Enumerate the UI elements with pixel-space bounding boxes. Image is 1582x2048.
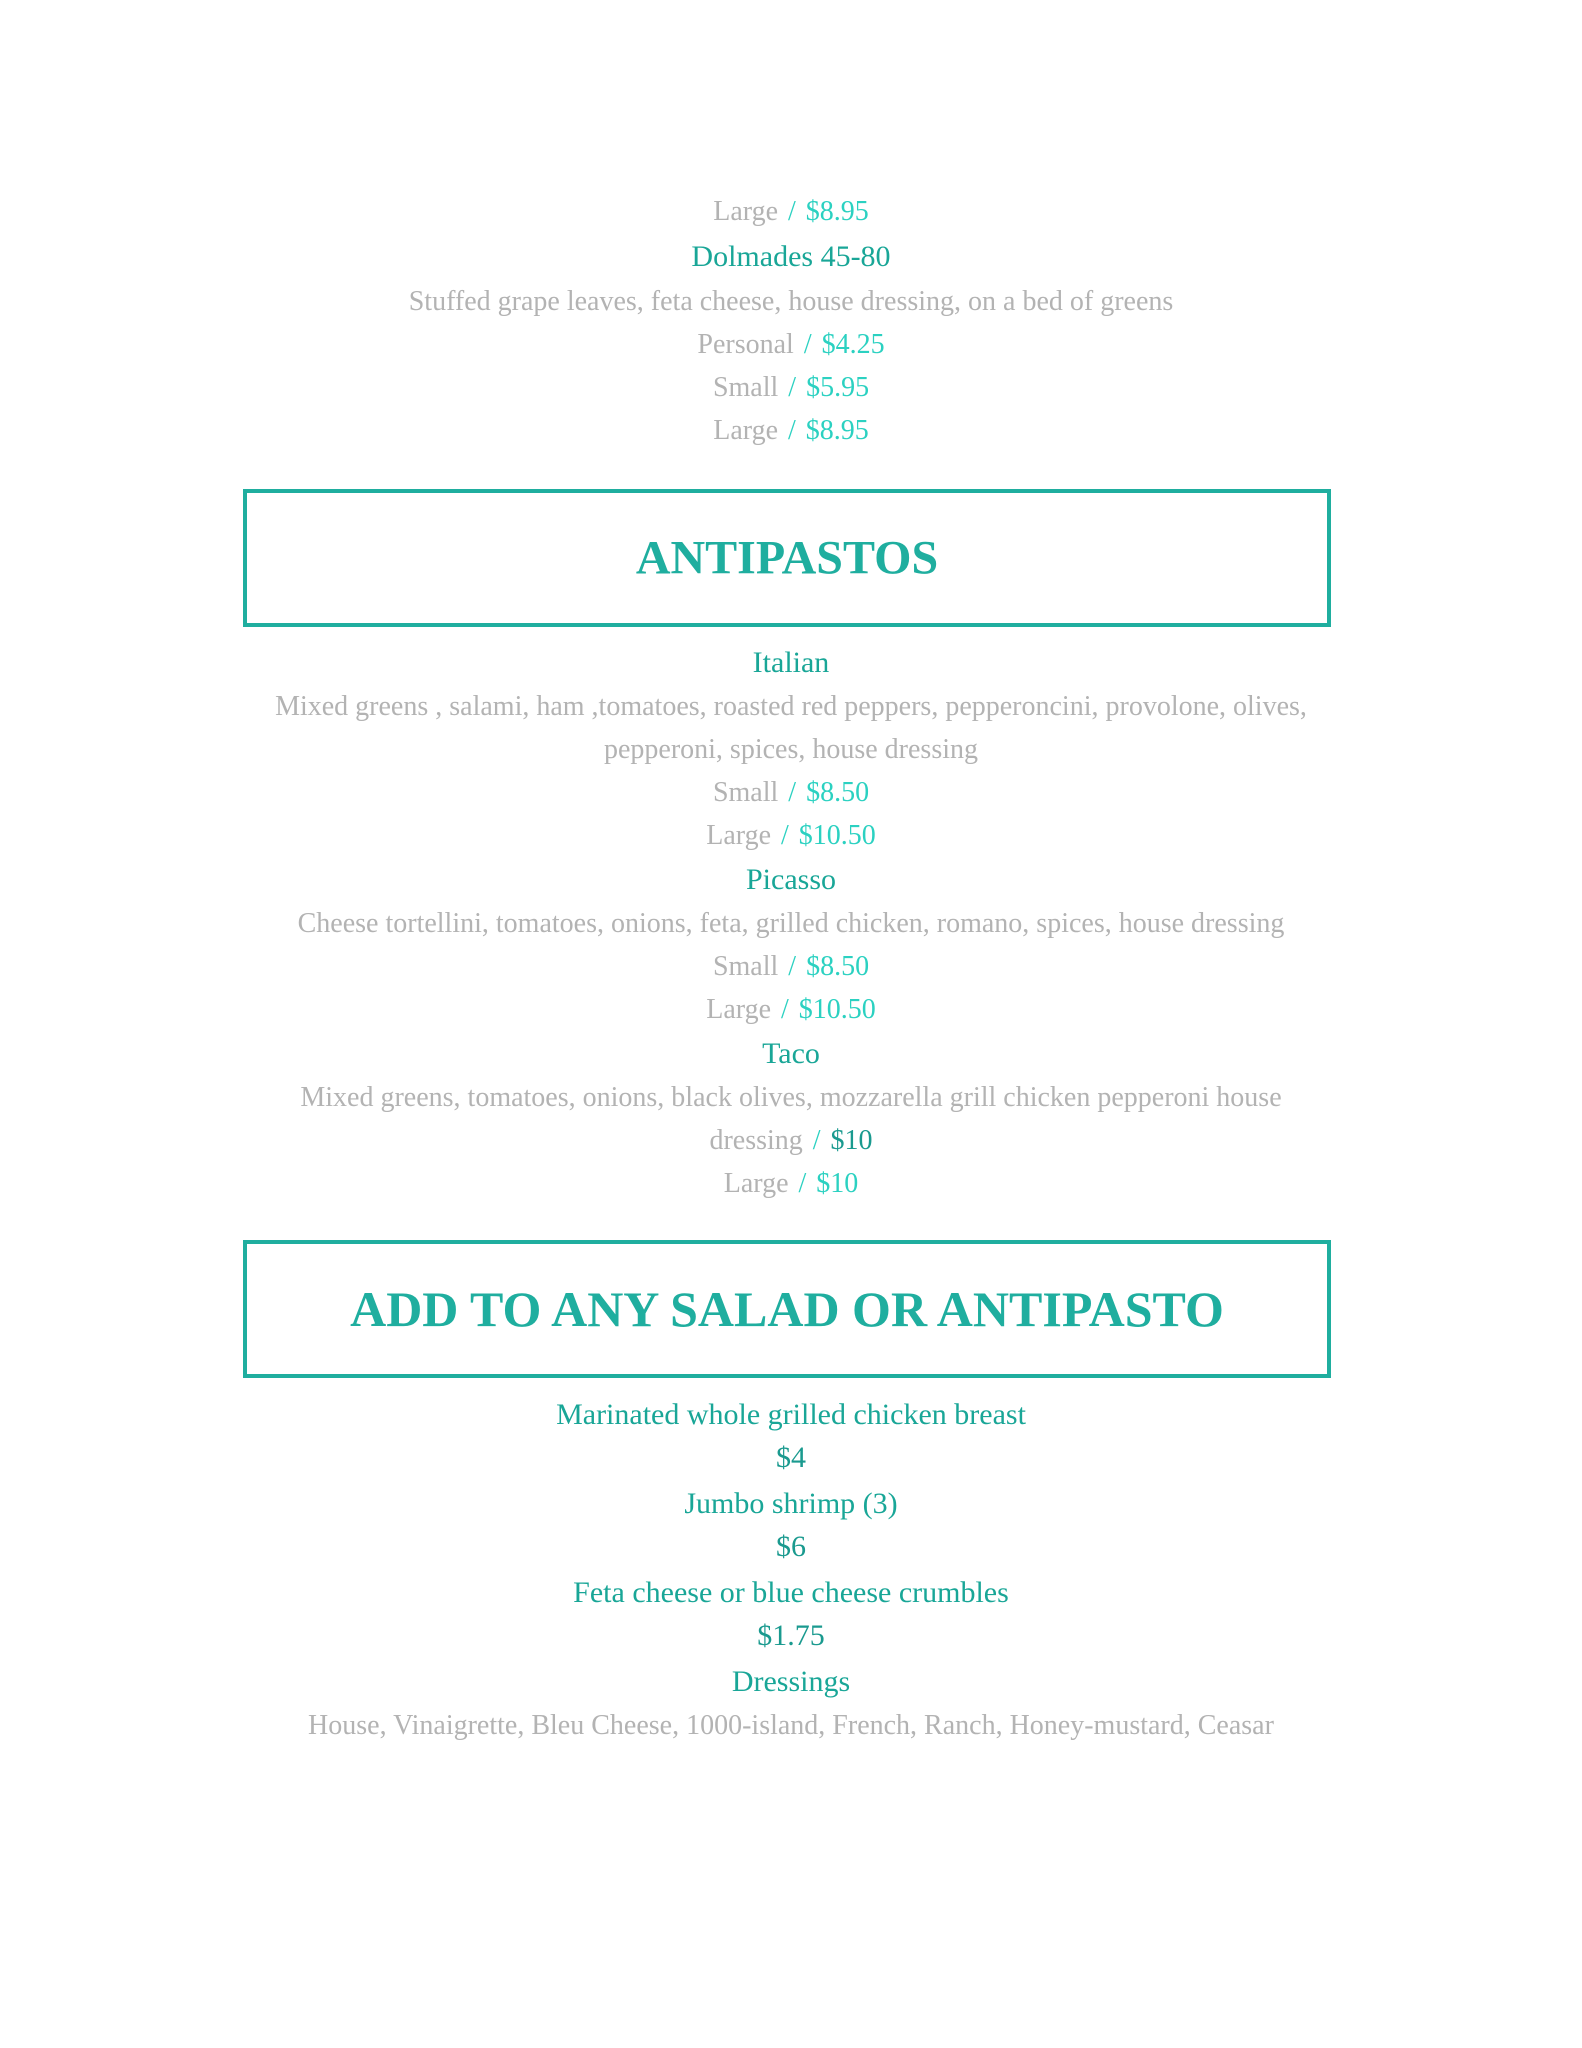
section-title: ANTIPASTOS	[635, 531, 939, 585]
item-name-dolmades: Dolmades 45-80	[691, 240, 891, 273]
price-line-small	[0, 775, 1582, 811]
size-label: Large	[713, 196, 778, 227]
price-line-personal	[0, 327, 1582, 363]
price-value-shrimp: $6	[776, 1530, 806, 1563]
price-value: $5.95	[806, 372, 870, 403]
description-text: dressing	[709, 1125, 803, 1156]
price-line-large	[0, 992, 1582, 1028]
item-description-italian: Mixed greens , salami, ham ,tomatoes, roasted red peppers, pepperoncini, provolone, olives,	[275, 691, 1307, 722]
item-description-picasso: Cheese tortellini, tomatoes, onions, feta, grilled chicken, romano, spices, house dressing	[297, 908, 1285, 939]
price-separator: /	[798, 1168, 807, 1199]
item-name-picasso: Picasso	[746, 863, 836, 896]
price-line-small	[0, 949, 1582, 985]
size-label: Small	[712, 951, 779, 982]
size-label: Large	[723, 1168, 789, 1199]
price-value: $8.95	[805, 196, 869, 227]
price-line-large	[0, 1166, 1582, 1202]
item-name-dressings: Dressings	[731, 1665, 851, 1698]
price-value: $8.50	[806, 777, 870, 808]
item-description-taco-cont	[0, 1123, 1582, 1159]
size-label: Large	[706, 994, 771, 1025]
price-separator: /	[781, 994, 789, 1025]
price-separator: /	[788, 777, 797, 808]
size-label: Large	[706, 820, 771, 851]
price-separator: /	[788, 951, 797, 982]
price-line-large	[0, 818, 1582, 854]
price-separator: /	[788, 415, 796, 446]
price-separator: /	[803, 329, 812, 360]
price-value-cheese: $1.75	[757, 1619, 825, 1652]
price-value: $10.50	[798, 994, 876, 1025]
size-label: Small	[712, 372, 779, 403]
item-name-shrimp: Jumbo shrimp (3)	[684, 1487, 898, 1520]
item-description-dolmades: Stuffed grape leaves, feta cheese, house dressing, on a bed of greens	[408, 286, 1174, 317]
price-separator: /	[788, 372, 797, 403]
item-description-dressings: House, Vinaigrette, Bleu Cheese, 1000-island, French, Ranch, Honey-mustard, Ceasar	[308, 1710, 1274, 1741]
price-value: $10	[816, 1168, 859, 1199]
item-name-cheese: Feta cheese or blue cheese crumbles	[573, 1576, 1009, 1609]
price-separator: /	[781, 820, 789, 851]
price-value: $10.50	[798, 820, 876, 851]
price-line-large	[0, 194, 1582, 230]
item-name-italian: Italian	[752, 646, 830, 679]
item-description-italian-cont: pepperoni, spices, house dressing	[603, 734, 979, 765]
price-value: $10	[830, 1125, 873, 1156]
price-line-small	[0, 370, 1582, 406]
section-title: ADD TO ANY SALAD OR ANTIPASTO	[350, 1281, 1224, 1337]
price-separator: /	[812, 1125, 821, 1156]
section-header-antipastos	[243, 489, 1331, 627]
item-name-taco: Taco	[762, 1037, 820, 1070]
price-separator: /	[788, 196, 796, 227]
price-line-large	[0, 413, 1582, 449]
size-label: Personal	[697, 329, 794, 360]
item-name-chicken: Marinated whole grilled chicken breast	[556, 1398, 1026, 1431]
size-label: Large	[713, 415, 778, 446]
price-value: $4.25	[821, 329, 885, 360]
item-description-taco: Mixed greens, tomatoes, onions, black olives, mozzarella grill chicken pepperoni house	[300, 1082, 1282, 1113]
size-label: Small	[712, 777, 779, 808]
price-value-chicken: $4	[776, 1441, 806, 1474]
price-value: $8.95	[805, 415, 869, 446]
section-header-add-ons	[243, 1240, 1331, 1378]
price-value: $8.50	[806, 951, 870, 982]
